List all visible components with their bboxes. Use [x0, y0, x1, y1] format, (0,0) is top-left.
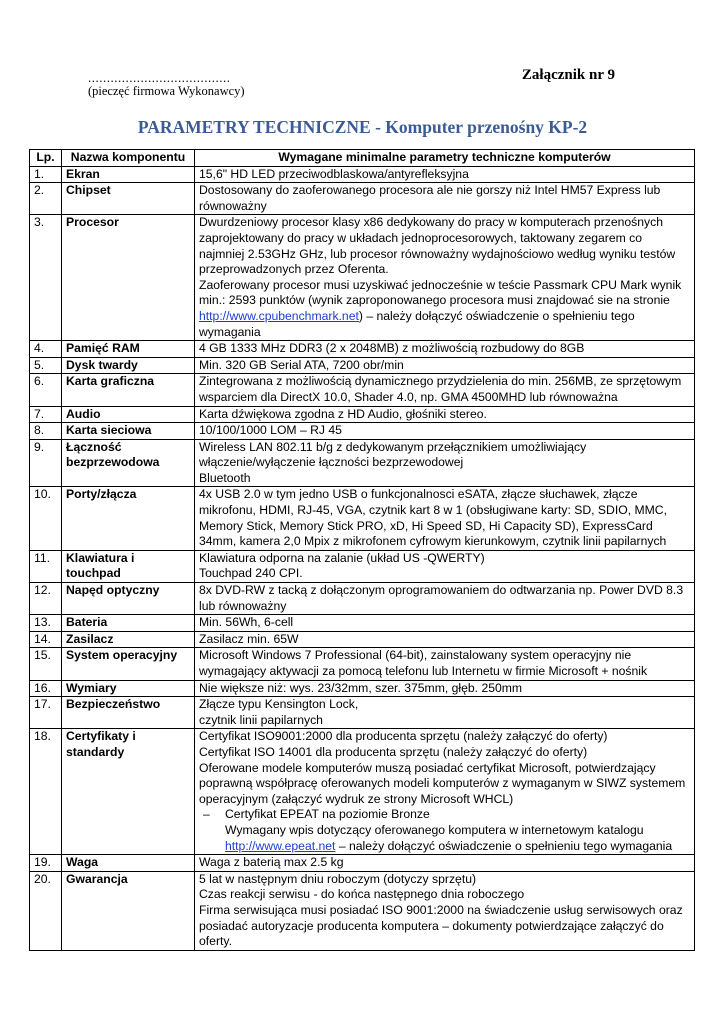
component-requirements: [195, 357, 695, 374]
component-name: Dysk twardy: [62, 357, 195, 374]
table-row: [30, 855, 695, 872]
requirement-line: Klawiatura odporna na zalanie (układ US -QWERTY): [199, 550, 485, 565]
component-requirements: [195, 183, 695, 215]
component-name: Porty/złącza: [62, 487, 195, 550]
row-number: 1.: [30, 166, 62, 183]
link-trailing-text: ) – należy dołączyć oświadczenie o spełnieniu tego wymagania: [199, 308, 635, 339]
requirement-line: czytnik linii papilarnych: [199, 712, 323, 727]
component-requirements: [195, 855, 695, 872]
table-row: [30, 487, 695, 550]
component-requirements: [195, 374, 695, 406]
row-number: 16.: [30, 680, 62, 697]
component-name: Łączność bezprzewodowa: [62, 439, 195, 487]
requirement-line: Certyfikat ISO9001:2000 dla producenta sprzętu (należy załączyć do oferty): [199, 729, 608, 744]
table-row: [30, 357, 695, 374]
component-requirements: [195, 487, 695, 550]
table-row: [30, 615, 695, 632]
component-name: Audio: [62, 406, 195, 423]
requirement-line: Waga z baterią max 2.5 kg: [199, 855, 344, 870]
component-name: Waga: [62, 855, 195, 872]
table-row: [30, 423, 695, 440]
row-number: 12.: [30, 583, 62, 615]
requirement-bullet-detail: Wymagany wpis dotyczący oferowanego komputera w internetowym katalogu: [225, 822, 644, 837]
component-name: Klawiatura i touchpad: [62, 550, 195, 582]
row-number: 18.: [30, 729, 62, 855]
row-number: 5.: [30, 357, 62, 374]
component-requirements: [195, 648, 695, 680]
link-trailing-text: – należy dołączyć oświadczenie o spełnieniu tego wymagania: [335, 838, 673, 853]
row-number: 3.: [30, 215, 62, 341]
row-number: 13.: [30, 615, 62, 632]
table-row: [30, 697, 695, 729]
row-number: 19.: [30, 855, 62, 872]
annex-label: Załącznik nr 9: [521, 67, 615, 83]
row-number: 6.: [30, 374, 62, 406]
table-row: [30, 439, 695, 487]
component-name: Procesor: [62, 215, 195, 341]
requirement-line: Microsoft Windows 7 Professional (64-bit), zainstalowany system operacyjny nie wymagający aktywacji za pomocą telefonu lub Internetu w firmie Microsoft + nośnik: [199, 648, 648, 678]
document-title: PARAMETRY TECHNICZNE - Komputer przenośny KP-2: [137, 117, 588, 137]
requirement-line: Dwurdzeniowy procesor klasy x86 dedykowany do pracy w komputerach przenośnych zaprojektowany do pracy w układach jednoprocesorowych, taktowany zegarem co najmniej 2.53GHz GHz, lub procesor równoważny wydajnościowo według wyniku testów przeprowadzonych przez Oferenta.: [199, 215, 676, 277]
table-row: [30, 215, 695, 341]
requirement-line: Złącze typu Kensington Lock,: [199, 697, 359, 712]
row-number: 20.: [30, 871, 62, 950]
component-name: Pamięć RAM: [62, 341, 195, 358]
table-row: [30, 631, 695, 648]
requirement-line: Min. 56Wh, 6-cell: [199, 615, 294, 630]
component-requirements: [195, 215, 695, 341]
requirement-line: 4x USB 2.0 w tym jedno USB o funkcjonalnosci eSATA, złącze słuchawek, złącze mikrofonu, HDMI, RJ-45, VGA, czytnik kart 8 w 1 (obsługiwane karty: SD, SDIO, MMC, Memory Stick, Memory Stick PRO, xD, Hi Speed SD, Hi Capacity SD), ExpressCard 34mm, kamera 2,0 Mpix z mikrofonem cyfrowym kierunkowym, czytnik linii papilarnych: [199, 487, 667, 549]
component-requirements: [195, 680, 695, 697]
table-row: [30, 648, 695, 680]
row-number: 7.: [30, 406, 62, 423]
requirement-bullet: – Certyfikat EPEAT na poziomie Bronze: [199, 807, 690, 823]
component-name: Gwarancja: [62, 871, 195, 950]
row-number: 9.: [30, 439, 62, 487]
specification-table: [29, 149, 695, 951]
row-number: 10.: [30, 487, 62, 550]
requirement-line: Nie większe niż: wys. 23/32mm, szer. 375mm, głęb. 250mm: [199, 680, 523, 695]
stamp-placeholder-dots: ......................................: [88, 70, 231, 85]
requirement-link-line: [199, 309, 690, 340]
component-requirements: [195, 550, 695, 582]
external-link[interactable]: http://www.cpubenchmark.net: [199, 308, 359, 323]
external-link[interactable]: http://www.epeat.net: [225, 838, 336, 853]
row-number: 11.: [30, 550, 62, 582]
requirement-line: Touchpad 240 CPI.: [199, 566, 303, 581]
requirement-link-line: [199, 839, 690, 855]
requirement-line: 8x DVD-RW z tacką z dołączonym oprogramowaniem do odtwarzania np. Power DVD 8.3 lub równoważny: [199, 583, 684, 613]
component-name: Bateria: [62, 615, 195, 632]
component-name: Zasilacz: [62, 631, 195, 648]
requirement-line: Zaoferowany procesor musi uzyskiwać jednocześnie w teście Passmark CPU Mark wynik min.: 2593 punktów (wynik zaproponowanego procesora musi znajdować sie na stronie: [199, 277, 682, 308]
requirement-line: Oferowane modele komputerów muszą posiadać certyfikat Microsoft, potwierdzający poprawną współpracę oferowanych modeli komputerów z wymaganym w SIWZ systemem operacyjnym (załączyć wydruk ze strony Microsoft WHCL): [199, 760, 686, 806]
component-requirements: [195, 423, 695, 440]
component-requirements: [195, 729, 695, 855]
requirement-line: Wireless LAN 802.11 b/g z dedykowanym przełącznikiem umożliwiający włączenie/wyłączenie łączności bezprzewodowej: [199, 439, 587, 470]
component-requirements: [195, 439, 695, 487]
component-name: Karta sieciowa: [62, 423, 195, 440]
table-body: [30, 166, 695, 950]
table-row: [30, 583, 695, 615]
requirement-line: 4 GB 1333 MHz DDR3 (2 x 2048MB) z możliwością rozbudowy do 8GB: [199, 341, 585, 356]
table-row: [30, 183, 695, 215]
component-name: Chipset: [62, 183, 195, 215]
requirement-line: Zintegrowana z możliwością dynamicznego przydzielenia do min. 256MB, ze sprzętowym wsparciem dla DirectX 10.0, Shader 4.0, np. GMA 4500MHD lub równoważna: [199, 374, 682, 404]
component-name: Karta graficzna: [62, 374, 195, 406]
component-name: Bezpieczeństwo: [62, 697, 195, 729]
requirement-line: 15,6" HD LED przeciwodblaskowa/antyrefleksyjna: [199, 166, 469, 181]
component-requirements: [195, 615, 695, 632]
row-number: 14.: [30, 631, 62, 648]
component-name: Ekran: [62, 166, 195, 183]
component-name: Certyfikaty i standardy: [62, 729, 195, 855]
table-row: [30, 341, 695, 358]
requirement-line: 5 lat w następnym dniu roboczym (dotyczy sprzętu): [199, 871, 477, 886]
requirement-line: Certyfikat ISO 14001 dla producenta sprzętu (należy załączyć do oferty): [199, 744, 588, 759]
requirement-line: Bluetooth: [199, 470, 251, 485]
component-requirements: [195, 697, 695, 729]
component-requirements: [195, 341, 695, 358]
table-row: [30, 406, 695, 423]
component-requirements: [195, 166, 695, 183]
requirement-line: Min. 320 GB Serial ATA, 7200 obr/min: [199, 357, 404, 372]
table-row: [30, 374, 695, 406]
table-row: [30, 166, 695, 183]
component-requirements: [195, 406, 695, 423]
requirement-line: Karta dźwiękowa zgodna z HD Audio, głośniki stereo.: [199, 406, 487, 421]
component-requirements: [195, 871, 695, 950]
requirement-line: Czas reakcji serwisu - do końca następnego dnia roboczego: [199, 887, 525, 902]
row-number: 15.: [30, 648, 62, 680]
row-number: 17.: [30, 697, 62, 729]
row-number: 2.: [30, 183, 62, 215]
column-header-parameters: Wymagane minimalne parametry techniczne komputerów: [195, 150, 695, 167]
row-number: 8.: [30, 423, 62, 440]
requirement-line: 10/100/1000 LOM – RJ 45: [199, 423, 342, 438]
component-requirements: [195, 583, 695, 615]
column-header-component: Nazwa komponentu: [62, 150, 195, 167]
column-header-no: Lp.: [30, 150, 62, 167]
table-row: [30, 680, 695, 697]
stamp-caption: (pieczęć firmowa Wykonawcy): [88, 84, 245, 98]
requirement-line: Firma serwisująca musi posiadać ISO 9001:2000 na świadczenie usług serwisowych oraz posiadać autoryzacje producenta komputera – dokumenty potwierdzające załączyć do oferty.: [199, 902, 683, 949]
table-header-row: [30, 150, 695, 167]
table-row: [30, 871, 695, 950]
requirement-line: Dostosowany do zaoferowanego procesora ale nie gorszy niż Intel HM57 Express lub równoważny: [199, 183, 661, 213]
component-name: Napęd optyczny: [62, 583, 195, 615]
component-requirements: [195, 631, 695, 648]
requirement-line: Zasilacz min. 65W: [199, 631, 299, 646]
table-row: [30, 550, 695, 582]
component-name: Wymiary: [62, 680, 195, 697]
row-number: 4.: [30, 341, 62, 358]
table-row: [30, 729, 695, 855]
component-name: System operacyjny: [62, 648, 195, 680]
